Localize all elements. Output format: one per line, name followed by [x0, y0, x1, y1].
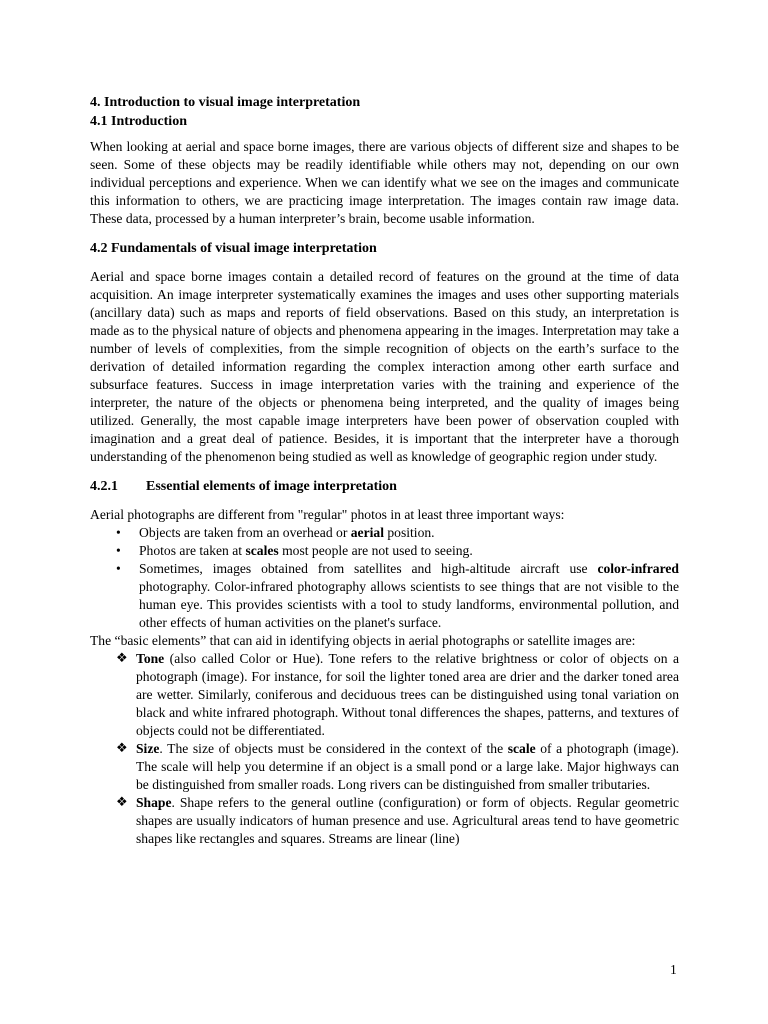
page-number: 1	[670, 962, 677, 977]
element-shape: ❖ Shape. Shape refers to the general outline (configuration) or form of objects. Regular geometric shapes are usually indicators of human presence and use. Agricultural areas tend to have geometric shapes like rectangles and squares. Streams are linear (line)	[116, 795, 679, 846]
section-4-2-paragraph: Aerial and space borne images contain a detailed record of features on the ground at the time of data acquisition. An image interpreter systematically examines the images and uses other supporting materials (ancillary data) such as maps and reports of field observations. Based on this study, an interpretation is made as to the physical nature of objects and phenomena appearing in the images. Interpretation may take a number of levels of complexities, from the simple recognition of objects on the earth’s surface to the derivation of detailed information regarding the complex interaction among other earth surface and subsurface features. Success in image interpretation varies with the training and experience of the interpreter, the nature of the objects or phenomena being interpreted, and the quality of images being utilized. Generally, the most capable image interpreters have been power of observation coupled with imagination and a great deal of patience. Besides, it is important that the interpreter have a thorough understanding of the phenomenon being studied as well as knowledge of geographic region under study.	[90, 269, 679, 464]
document-page	[90, 93, 679, 848]
basic-elements-list	[90, 650, 679, 848]
diamond-bullet-icon: ❖	[116, 795, 128, 810]
section-4-1-heading: 4.1 Introduction	[90, 114, 187, 129]
element-size: ❖ Size. The size of objects must be considered in the context of the scale of a photograph (image). The scale will help you determine if an object is a small pond or a large lake. Major highways can be distinguished from smaller roads. Long rivers can be distinguished from smaller tributaries.	[116, 741, 679, 792]
diamond-bullet-icon: ❖	[116, 741, 128, 756]
list-item: • Sometimes, images obtained from satellites and high-altitude aircraft use color-infrared photography. Color-infrared photography allows scientists to see things that are not visible to the human eye. This provides scientists with a tool to study landforms, environmental pollution, and other effects of human activities on the planet's surface.	[116, 561, 679, 630]
section-number: 4.2.1	[90, 479, 118, 494]
bullet-icon: •	[116, 561, 121, 576]
section-title-text: Essential elements of image interpretation	[146, 479, 397, 494]
bullet-icon: •	[116, 525, 121, 540]
section-4-2-heading: 4.2 Fundamentals of visual image interpretation	[90, 241, 377, 256]
chapter-title: 4. Introduction to visual image interpretation	[90, 95, 361, 110]
section-4-1-paragraph: When looking at aerial and space borne images, there are various objects of different size and shapes to be seen. Some of these objects may be readily identifiable while others may not, depending on our own individual perceptions and experience. When we can identify what we see on the images and communicate this information to others, we are practicing image interpretation. The images contain raw image data. These data, processed by a human interpreter’s brain, become usable information.	[90, 139, 679, 226]
element-tone: ❖ Tone (also called Color or Hue). Tone refers to the relative brightness or color of objects on a photograph (image). For instance, for soil the lighter toned area are drier and the darker toned area are wetter. Similarly, coniferous and deciduous trees can be distinguished using tonal variation on black and white infrared photograph. Without tonal differences the shapes, patterns, and textures of objects could not be differentiated.	[116, 651, 679, 738]
bullet-icon: •	[116, 543, 121, 558]
list-item: • Photos are taken at scales most people are not used to seeing.	[116, 543, 473, 558]
list-item: • Objects are taken from an overhead or aerial position.	[116, 525, 435, 540]
diamond-bullet-icon: ❖	[116, 651, 128, 666]
aerial-photo-intro: Aerial photographs are different from "regular" photos in at least three important ways:	[90, 507, 565, 522]
differences-list	[90, 524, 679, 632]
basic-elements-intro: The “basic elements” that can aid in identifying objects in aerial photographs or satellite images are:	[90, 633, 636, 648]
section-4-2-1-heading	[90, 477, 679, 496]
